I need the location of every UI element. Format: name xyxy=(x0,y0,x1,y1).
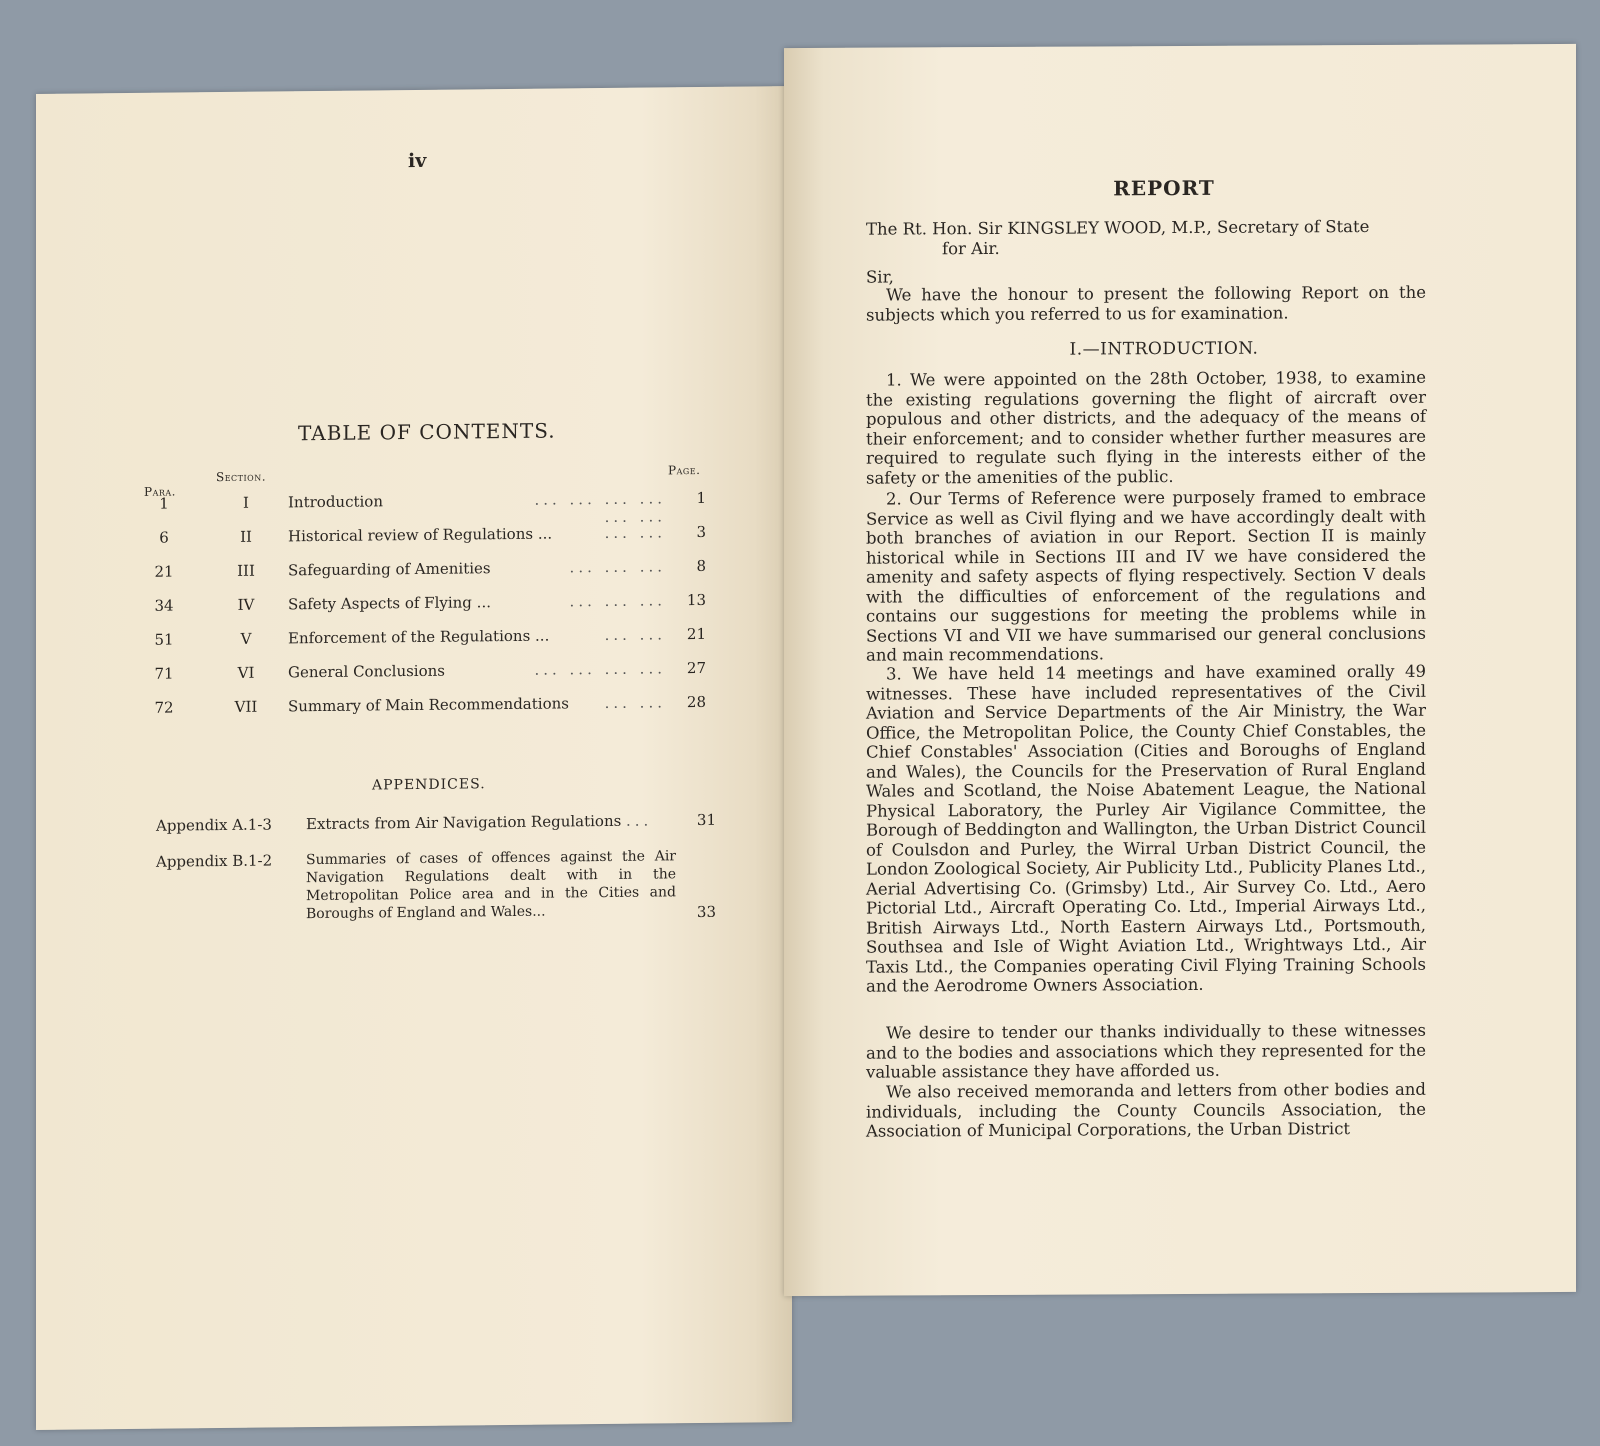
toc-section: I xyxy=(243,493,249,512)
addressee-line-2: for Air. xyxy=(942,238,1000,259)
appendix-page: 33 xyxy=(696,902,716,922)
toc-row xyxy=(136,693,716,721)
toc-section: VII xyxy=(234,697,258,716)
section-heading: I.—INTRODUCTION. xyxy=(1069,338,1259,360)
toc-para: 34 xyxy=(154,596,174,615)
toc-para: 1 xyxy=(159,494,169,513)
appendix-row xyxy=(156,847,716,933)
toc-page: 3 xyxy=(696,522,706,542)
toc-leader: ... ... ... ... xyxy=(534,659,666,679)
toc-page: 1 xyxy=(696,488,706,508)
appendix-leader: ... xyxy=(626,811,653,830)
paragraph-1: 1. We were appointed on the 28th October, 1938, to examine the existing regulations governing the flight of aircraft over populous and other districts, and the adequacy of the means of their enforcement; and to consider whether further measures are required to regulate such flying in the interests either of the safety or the amenities of the public. xyxy=(866,367,1426,488)
paragraph-memoranda: We also received memoranda and letters from other bodies and individuals, including the County Councils Association, the Association of Municipal Corporations, the Urban District xyxy=(866,1079,1426,1141)
toc-leader: ... ... ... ... ... ... xyxy=(534,489,666,527)
toc-title-text: Safeguarding of Amenities xyxy=(288,559,491,580)
appendix-label: Appendix B.1-2 xyxy=(156,851,273,871)
addressee-line: The Rt. Hon. Sir KINGSLEY WOOD, M.P., Secretary of State xyxy=(866,217,1370,239)
paragraph-thanks: We desire to tender our thanks individually to these witnesses and to the bodies and associations which they represented for the valuable assistance they have afforded us. xyxy=(866,1020,1426,1082)
paragraph-3: 3. We have held 14 meetings and have examined orally 49 witnesses. These have included representatives of the Civil Aviation and Service Departments of the Air Ministry, the War Office, the Metropolitan Police, the County Chief Constables, the Chief Constables' Association (Cities and Boroughs of England and Wales), the Councils for the Preservation of Rural England Wales and Scotland, the Noise Abatement League, the National Physical Laboratory, the Purley Air Vigilance Committee, the Borough of Beddington and Wallington, the Urban District Council of Coulsdon and Purley, the Wirral Urban District Council, the London Zoological Society, Air Publicity Ltd., Publicity Planes Ltd., Aerial Advertising Co. (Grimsby) Ltd., Air Survey Co. Ltd., Aero Pictorial Ltd., Aircraft Operating Co. Ltd., Imperial Airways Ltd., British Airways Ltd., North Eastern Airways Ltd., Portsmouth, Southsea and Isle of Wight Aviation Ltd., Wrightways Ltd., Air Taxis Ltd., the Companies operating Civil Flying Training Schools and the Aerodrome Owners Association. xyxy=(866,661,1426,996)
salutation: Sir, xyxy=(866,267,894,287)
toc-header-para: Para. xyxy=(144,484,176,499)
intro-paragraph: We have the honour to present the following Report on the subjects which you referred to us for examination. xyxy=(866,282,1426,325)
toc-page: 21 xyxy=(686,624,706,644)
toc-row xyxy=(136,625,716,653)
toc-title-text: Summary of Main Recommendations xyxy=(288,694,569,716)
toc-title-text: Safety Aspects of Flying ... xyxy=(288,593,491,614)
toc-row xyxy=(136,523,716,551)
toc-section: IV xyxy=(237,595,255,614)
appendix-row xyxy=(156,811,716,839)
toc-row xyxy=(136,591,716,619)
toc-header-section: Section. xyxy=(216,469,267,485)
toc-para: 21 xyxy=(154,562,174,581)
toc-leader: ... ... xyxy=(604,625,666,645)
paragraph-2: 2. Our Terms of Reference were purposely framed to embrace Service as well as Civil flying and we have accordingly dealt with both branches of aviation in our Report. Section II is mainly historical while in Sections III and IV we have considered the amenity and safety aspects of flying respectively. Section V deals with the difficulties of enforcement of the regulations and contains our suggestions for meeting the problems while in Sections VI and VII we have summarised our general conclusions and main recommendations. xyxy=(866,486,1426,665)
toc-title: TABLE OF CONTENTS. xyxy=(298,418,556,446)
toc-para: 6 xyxy=(159,528,169,547)
page-number: iv xyxy=(408,149,427,173)
toc-para: 72 xyxy=(154,698,174,717)
appendix-page: 31 xyxy=(696,810,716,830)
appendix-text: Extracts from Air Navigation Regulations xyxy=(306,811,622,834)
toc-row xyxy=(136,488,716,527)
toc-leader: ... ... xyxy=(604,523,666,543)
toc-section: III xyxy=(237,561,255,580)
toc-leader: ... ... xyxy=(604,693,666,713)
toc-leader: ... ... ... xyxy=(569,557,666,577)
toc-row xyxy=(136,659,716,687)
toc-page: 27 xyxy=(686,658,706,678)
toc-leader: ... ... ... xyxy=(569,591,666,611)
toc-section: V xyxy=(240,629,252,648)
toc-title-text: Enforcement of the Regulations ... xyxy=(288,626,550,648)
left-page xyxy=(36,86,792,1430)
toc-para: 71 xyxy=(154,664,174,683)
toc-page: 28 xyxy=(686,692,706,712)
toc-page: 8 xyxy=(696,556,706,576)
right-page xyxy=(784,44,1576,1296)
report-title: REPORT xyxy=(1113,175,1215,201)
toc-title-text: Introduction xyxy=(288,492,383,512)
toc-page: 13 xyxy=(686,590,706,610)
appendix-label: Appendix A.1-3 xyxy=(156,815,272,835)
toc-section: II xyxy=(240,527,252,546)
appendix-text: Summaries of cases of offences against the Air Navigation Regulations dealt with in the Metropolitan Police area and in the Cities and Boroughs of England and Wales... xyxy=(306,848,676,923)
toc-row xyxy=(136,557,716,585)
appendices-title: APPENDICES. xyxy=(372,776,486,794)
toc-para: 51 xyxy=(154,630,174,649)
toc-section: VI xyxy=(237,663,255,682)
toc-title-text: Historical review of Regulations ... xyxy=(288,524,553,546)
toc-title-text: General Conclusions xyxy=(288,661,445,682)
toc-header-page: Page. xyxy=(668,463,701,478)
